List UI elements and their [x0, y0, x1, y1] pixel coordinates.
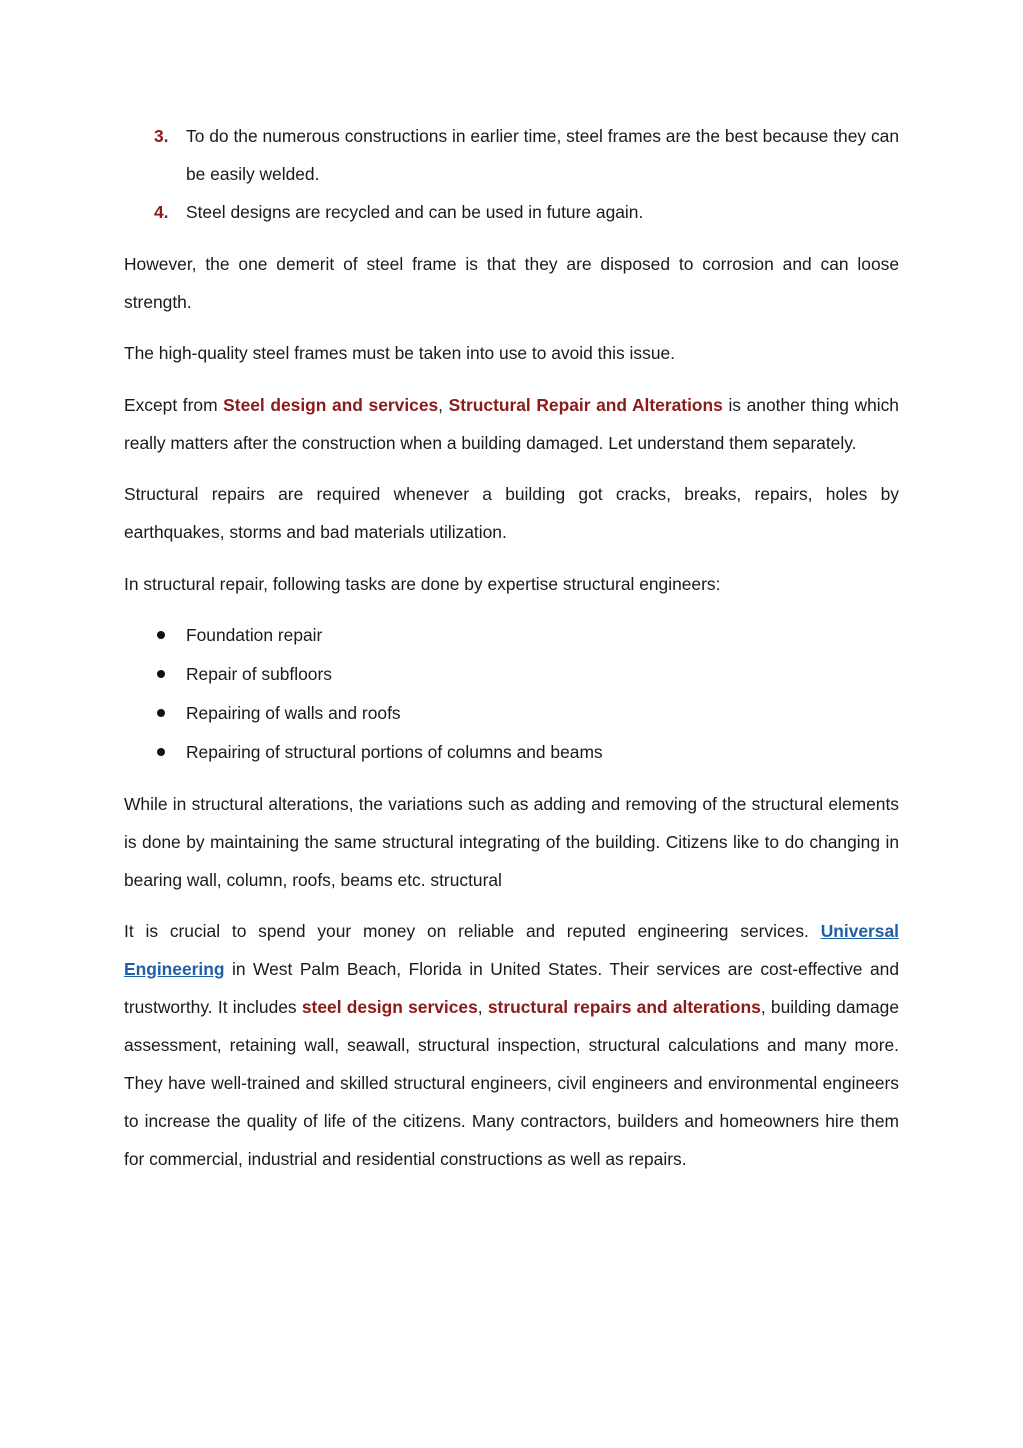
text-run: in West Palm Beach, Florida in United States. Their services are cost-effective and trustworthy. It includes	[124, 959, 899, 1017]
numbered-list	[124, 117, 899, 231]
list-item-text: Foundation repair	[186, 625, 323, 645]
highlight-structural-repair: Structural Repair and Alterations	[448, 394, 723, 415]
list-item-text: Repairing of structural portions of columns and beams	[186, 742, 603, 762]
document-page	[124, 117, 899, 1192]
paragraph-universal-engineering	[124, 912, 899, 1178]
paragraph-tasks-intro: In structural repair, following tasks are done by expertise structural engineers:	[124, 573, 721, 594]
bullet-icon	[157, 748, 165, 756]
text-run: It is crucial to spend your money on reliable and reputed engineering services.	[124, 921, 821, 941]
list-item-text: Repairing of walls and roofs	[186, 703, 401, 723]
list-number: 3.	[154, 126, 169, 146]
text-run: ,	[438, 394, 449, 415]
highlight-steel-design-services: steel design services	[301, 997, 478, 1017]
text-run: Except from	[124, 394, 224, 415]
text-run: ,	[477, 997, 488, 1017]
paragraph-high-quality: The high-quality steel frames must be taken into use to avoid this issue.	[124, 343, 675, 363]
list-item	[124, 733, 899, 771]
bullet-icon	[157, 631, 165, 639]
bullet-icon	[157, 709, 165, 717]
text-run: is another thing which really matters after the construction when a building damaged. Let understand them separately.	[124, 394, 899, 453]
list-item-text: Repair of subfloors	[186, 664, 332, 684]
list-item	[124, 694, 899, 732]
bullet-icon	[157, 670, 165, 678]
list-item-text: To do the numerous constructions in earlier time, steel frames are the best because they can be easily welded.	[186, 126, 899, 184]
paragraph-except-from	[124, 386, 899, 462]
list-item	[124, 655, 899, 693]
highlight-steel-design: Steel design and services	[223, 394, 439, 415]
list-item	[124, 616, 899, 654]
paragraph-alterations: While in structural alterations, the variations such as adding and removing of the structural elements is done by maintaining the same structural integrating of the building. Citizens like to do changing in bearing wall, column, roofs, beams etc. structural	[124, 793, 899, 890]
highlight-structural-repairs-alterations: structural repairs and alterations	[487, 997, 761, 1017]
universal-engineering-link[interactable]: Universal Engineering	[124, 921, 899, 979]
paragraph-demerit: However, the one demerit of steel frame is that they are disposed to corrosion and can loose strength.	[124, 253, 899, 312]
list-item	[124, 193, 899, 231]
bullet-list	[124, 616, 899, 771]
text-run: , building damage assessment, retaining wall, seawall, structural inspection, structural calculations and many more. They have well-trained and skilled structural engineers, civil engineers and environmental engineers to increase the quality of life of the citizens. Many contractors, builders and homeowners hire them for commercial, industrial and residential constructions as well as repairs.	[124, 997, 899, 1169]
list-number: 4.	[154, 202, 169, 222]
list-item	[124, 117, 899, 193]
paragraph-structural-repairs: Structural repairs are required whenever a building got cracks, breaks, repairs, holes by earthquakes, storms and bad materials utilization.	[124, 484, 899, 542]
list-item-text: Steel designs are recycled and can be used in future again.	[186, 202, 644, 222]
